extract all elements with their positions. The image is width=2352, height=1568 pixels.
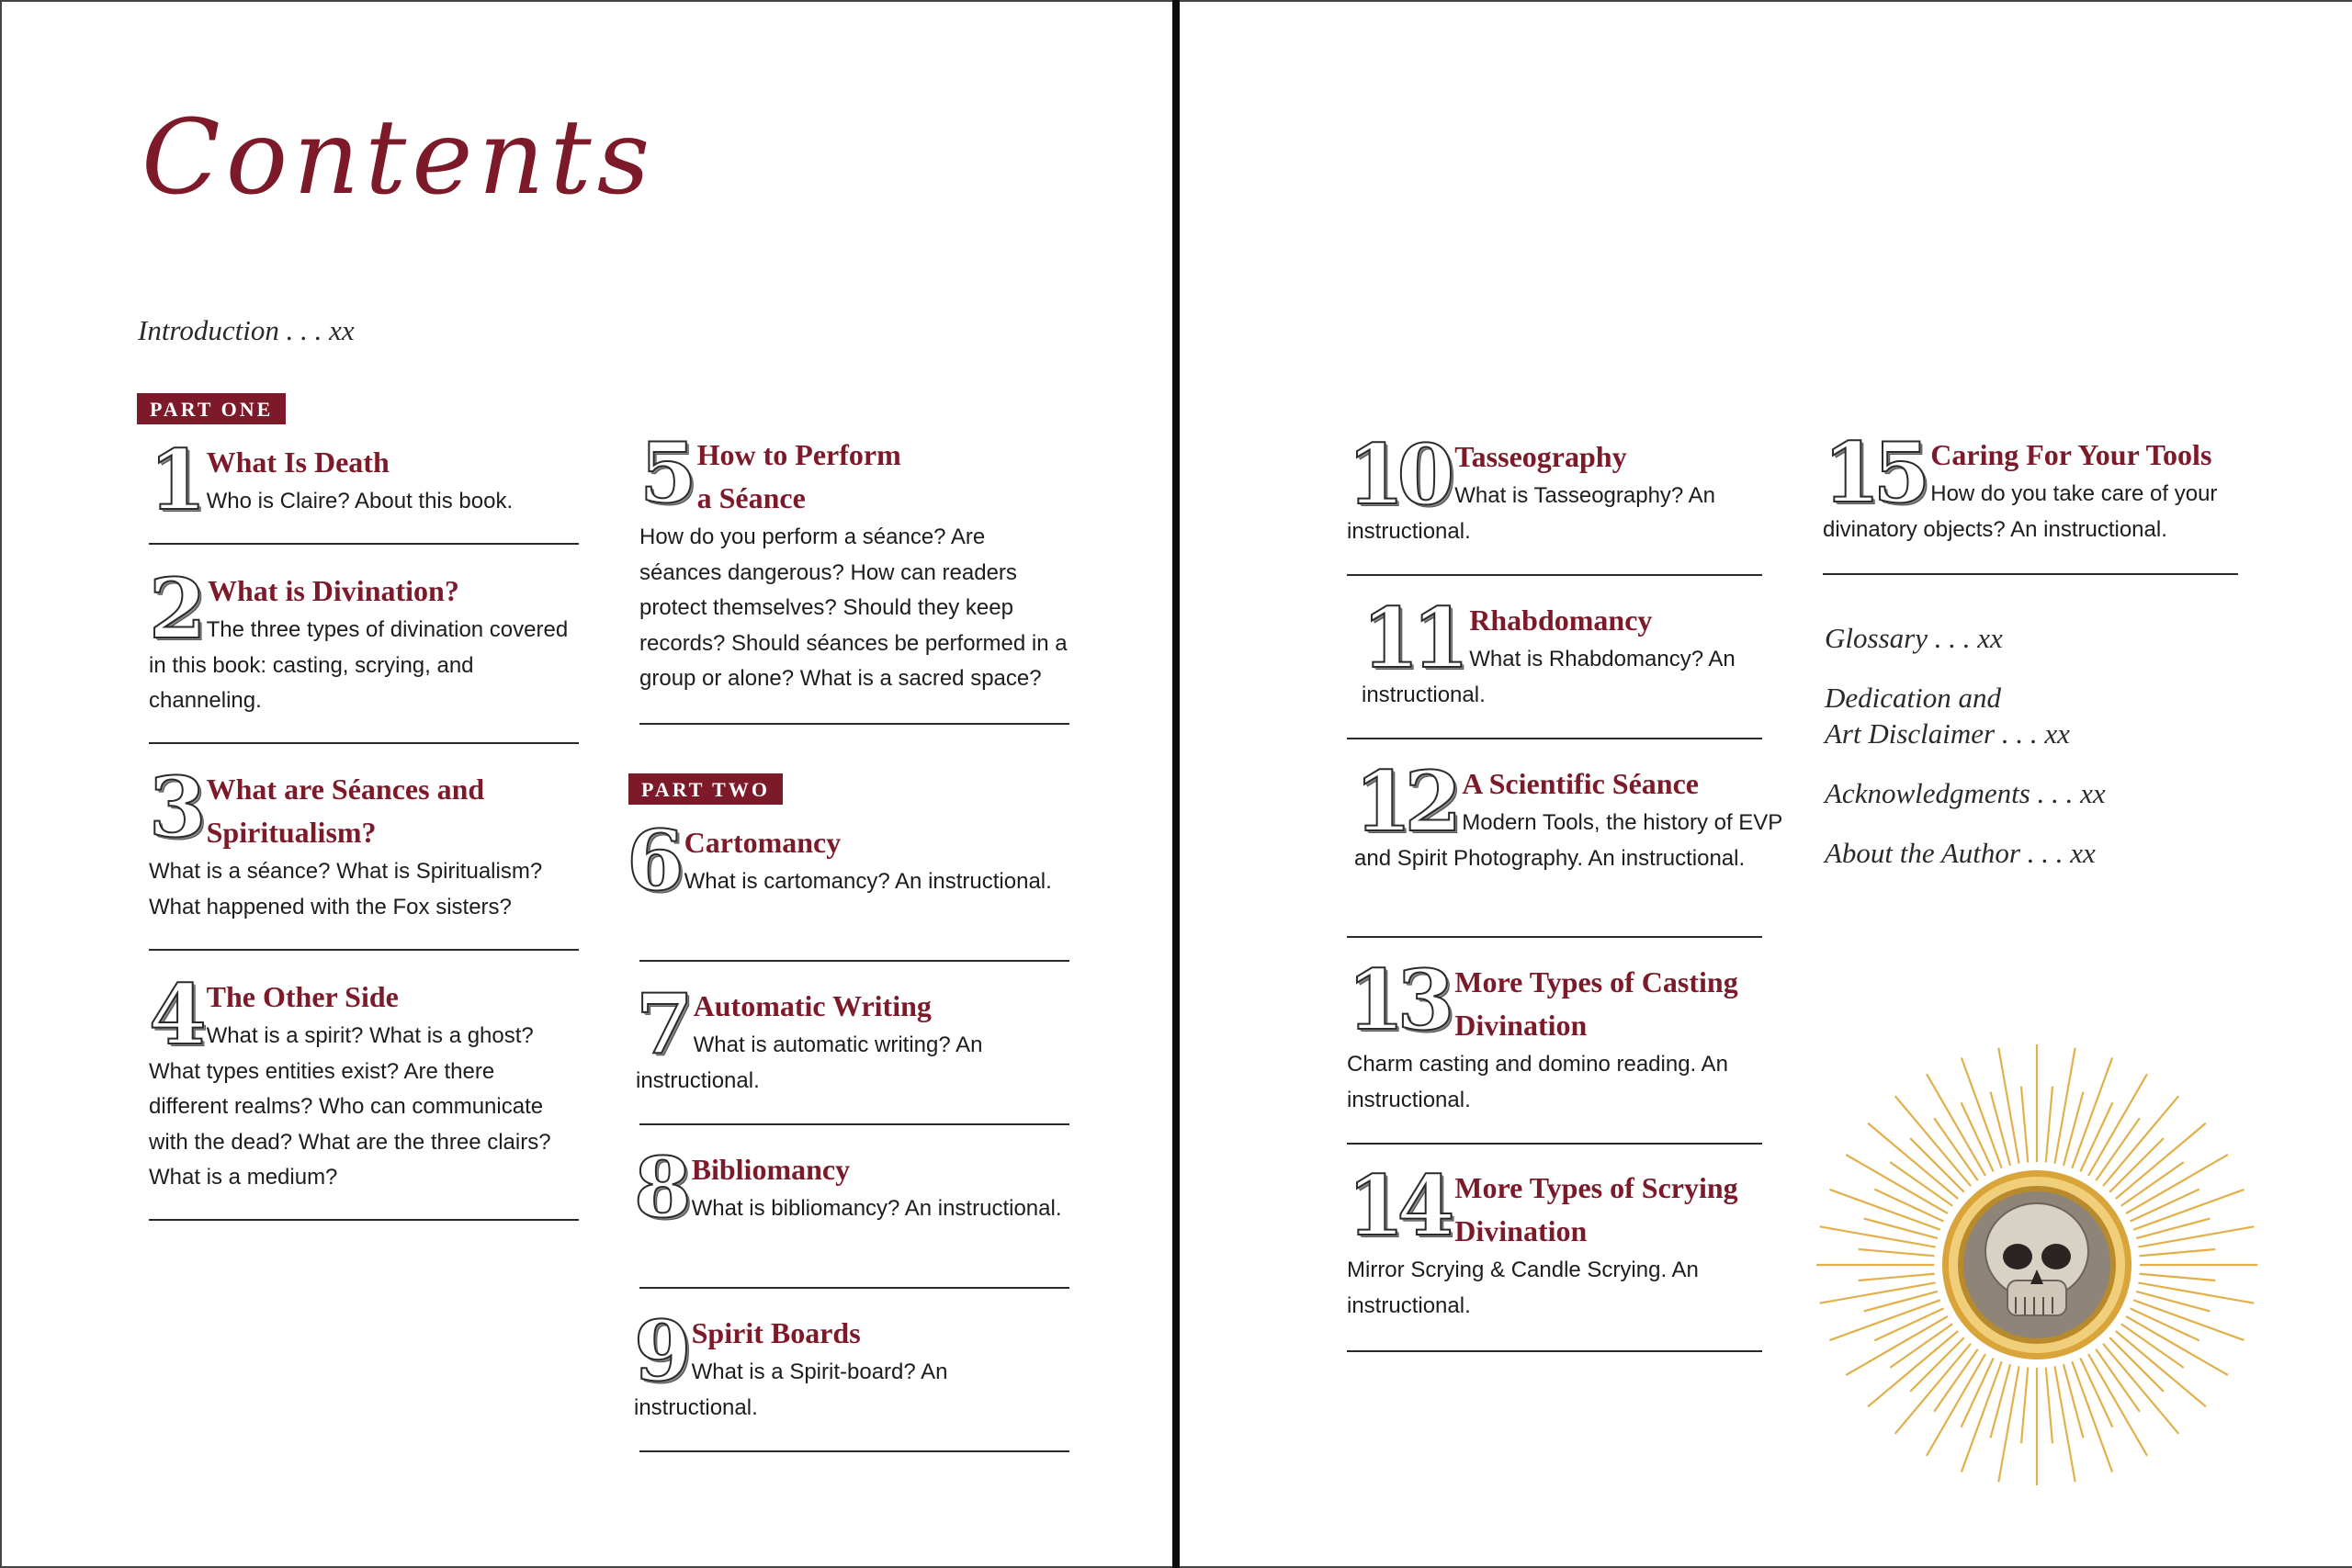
sunburst-ray xyxy=(2138,1282,2254,1303)
sunburst-ray xyxy=(1864,1219,1938,1238)
chapter-15[interactable] xyxy=(1823,424,2245,547)
chapter-description: Charm casting and domino reading. An instructional. xyxy=(1347,1052,1728,1112)
sunburst-ray xyxy=(2136,1219,2210,1238)
chapter-description: What is bibliomancy? An instructional. xyxy=(691,1196,1062,1221)
divider xyxy=(149,949,579,951)
chapter-13[interactable] xyxy=(1347,952,1777,1118)
sunburst-ray xyxy=(2126,1316,2228,1375)
chapter-title: Cartomancy xyxy=(684,826,842,859)
chapter-11[interactable] xyxy=(1362,590,1792,713)
chapter-description: The three types of divination covered in this book: casting, scrying, and channeling. xyxy=(149,617,569,713)
chapter-title: What is Divination? xyxy=(208,574,459,607)
chapter-7[interactable] xyxy=(636,976,1066,1099)
chapter-description: What is Tasseography? An instructional. xyxy=(1347,483,1715,544)
dedication-entry-line2[interactable]: Art Disclaimer . . . xx xyxy=(1825,717,2070,750)
sunburst-ray xyxy=(1846,1316,1948,1375)
book-spine xyxy=(1172,0,1180,1568)
sunburst-ray xyxy=(1846,1155,1948,1213)
chapter-title: More Types of Casting Divination xyxy=(1454,965,1738,1042)
chapter-1[interactable] xyxy=(149,432,579,529)
sunburst-ray xyxy=(2138,1226,2254,1247)
sunburst-ray xyxy=(2140,1249,2216,1256)
page-title: Contents xyxy=(141,98,656,218)
chapter-description: What is cartomancy? An instructional. xyxy=(684,869,1052,894)
chapter-description: How do you take care of your divinatory objects? An instructional. xyxy=(1823,481,2218,542)
divider xyxy=(1347,1350,1762,1352)
chapter-number: 2 xyxy=(149,560,199,658)
divider xyxy=(1347,936,1762,938)
chapter-number: 12 xyxy=(1354,753,1455,851)
sunburst-ray xyxy=(1820,1226,1936,1247)
sunburst-ray xyxy=(1991,1364,2010,1438)
chapter-number: 11 xyxy=(1362,590,1463,687)
chapter-number: 14 xyxy=(1347,1157,1448,1255)
sunburst-ray xyxy=(2088,1354,2147,1456)
chapter-number: 13 xyxy=(1347,952,1448,1049)
chapter-number: 1 xyxy=(149,432,199,529)
about-author-entry[interactable]: About the Author . . . xx xyxy=(1825,837,2096,869)
sunburst-ray xyxy=(2021,1368,2028,1444)
chapter-6[interactable] xyxy=(627,812,1057,909)
chapter-description: What is a séance? What is Spiritualism? What happened with the Fox sisters? xyxy=(149,859,543,919)
sunburst-ray xyxy=(1927,1354,1985,1456)
sunburst-ray xyxy=(2140,1274,2216,1280)
chapter-number: 7 xyxy=(636,976,686,1073)
sunburst-ray xyxy=(1998,1366,2018,1482)
sunburst-ray xyxy=(2088,1074,2147,1176)
chapter-8[interactable] xyxy=(634,1139,1064,1236)
divider xyxy=(149,742,579,744)
chapter-10[interactable] xyxy=(1347,426,1777,549)
sunburst-ray xyxy=(1859,1274,1935,1280)
chapter-9[interactable] xyxy=(634,1303,1064,1426)
chapter-title: The Other Side xyxy=(206,980,399,1013)
part-one-badge: PART ONE xyxy=(137,393,286,424)
chapter-number: 4 xyxy=(149,966,199,1064)
chapter-description: What is a Spirit-board? An instructional. xyxy=(634,1359,948,1420)
sunburst-ray xyxy=(2046,1368,2052,1444)
chapter-3[interactable] xyxy=(149,759,579,925)
divider xyxy=(149,543,579,545)
divider xyxy=(1347,574,1762,576)
chapter-title: A Scientific Séance xyxy=(1462,767,1699,800)
divider xyxy=(639,960,1069,962)
chapter-description: What is automatic writing? An instructional. xyxy=(636,1032,983,1093)
sunburst-ray xyxy=(2021,1087,2028,1163)
sunburst-ray xyxy=(2064,1364,2083,1438)
chapter-description: What is Rhabdomancy? An instructional. xyxy=(1362,647,1736,707)
sunburst-ray xyxy=(2054,1366,2075,1482)
sunburst-ray xyxy=(2126,1155,2228,1213)
chapter-title: How to Perform a Séance xyxy=(696,438,901,514)
chapter-description: Who is Claire? About this book. xyxy=(206,489,514,513)
chapter-description: Mirror Scrying & Candle Scrying. An instructional. xyxy=(1347,1258,1699,1318)
chapter-description: Modern Tools, the history of EVP and Spirit Photography. An instructional. xyxy=(1354,810,1782,871)
chapter-title: More Types of Scrying Divination xyxy=(1454,1171,1738,1247)
divider xyxy=(639,723,1069,725)
part-two-badge: PART TWO xyxy=(628,773,783,805)
chapter-number: 3 xyxy=(149,759,199,856)
skull-sunburst-icon xyxy=(1812,1040,2262,1490)
divider xyxy=(1347,1143,1762,1145)
divider xyxy=(639,1287,1069,1289)
chapter-number: 6 xyxy=(627,812,677,909)
divider xyxy=(1347,738,1762,739)
left-page xyxy=(0,0,1172,1568)
chapter-title: Automatic Writing xyxy=(693,989,932,1022)
chapter-14[interactable] xyxy=(1347,1157,1777,1324)
sunburst-ray xyxy=(2136,1292,2210,1311)
chapter-title: Bibliomancy xyxy=(691,1153,851,1186)
chapter-number: 5 xyxy=(639,424,690,522)
sunburst-ray xyxy=(2054,1048,2075,1164)
chapter-number: 9 xyxy=(634,1303,684,1400)
divider xyxy=(639,1450,1069,1452)
divider xyxy=(639,1123,1069,1125)
divider xyxy=(1823,573,2238,575)
sunburst-ray xyxy=(1927,1074,1985,1176)
chapter-title: What Is Death xyxy=(206,446,390,479)
chapter-2[interactable] xyxy=(149,560,579,719)
chapter-4[interactable] xyxy=(149,966,579,1196)
sunburst-ray xyxy=(1991,1092,2010,1166)
chapter-title: Spirit Boards xyxy=(691,1316,861,1349)
chapter-5[interactable] xyxy=(639,424,1069,697)
chapter-description: What is a spirit? What is a ghost? What types entities exist? Are there different realms? Who can communicate with the dead? What are the three clairs? What is a medium? xyxy=(149,1023,551,1190)
introduction-entry[interactable]: Introduction . . . xx xyxy=(138,314,355,346)
sunburst-ray xyxy=(1864,1292,1938,1311)
sunburst-ray xyxy=(2046,1087,2052,1163)
chapter-title: Caring For Your Tools xyxy=(1930,438,2212,471)
sunburst-ray xyxy=(2064,1092,2083,1166)
chapter-title: Rhabdomancy xyxy=(1469,604,1653,637)
chapter-12[interactable] xyxy=(1354,753,1784,876)
acknowledgments-entry[interactable]: Acknowledgments . . . xx xyxy=(1825,777,2106,809)
sunburst-ray xyxy=(1859,1249,1935,1256)
chapter-title: Tasseography xyxy=(1454,440,1627,473)
chapter-number: 10 xyxy=(1347,426,1448,524)
glossary-entry[interactable]: Glossary . . . xx xyxy=(1825,622,2003,654)
sunburst-ray xyxy=(1820,1282,1936,1303)
divider xyxy=(149,1219,579,1221)
chapter-number: 8 xyxy=(634,1139,684,1236)
sunburst-ray xyxy=(1998,1048,2018,1164)
chapter-description: How do you perform a séance? Are séances dangerous? How can readers protect themselves? Should they keep records? Should séances be performed in a group or alone? What is a sacred space? xyxy=(639,525,1068,691)
dedication-entry-line1[interactable]: Dedication and xyxy=(1825,682,2001,714)
chapter-number: 15 xyxy=(1823,424,1924,522)
chapter-title: What are Séances and Spiritualism? xyxy=(206,773,485,849)
